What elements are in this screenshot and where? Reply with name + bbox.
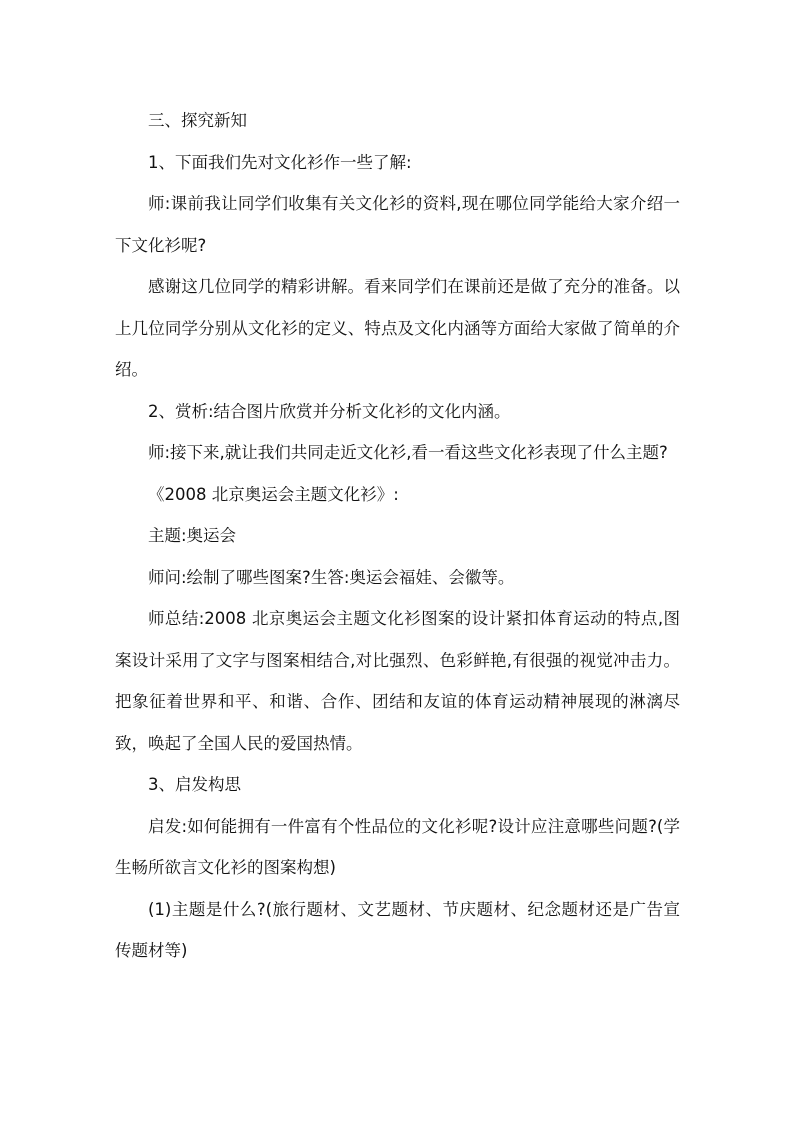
paragraph: 师:课前我让同学们收集有关文化衫的资料,现在哪位同学能给大家介绍一下文化衫呢? xyxy=(115,194,680,255)
paragraph: 《2008 北京奥运会主题文化衫》: xyxy=(148,484,399,504)
section-heading: 三、探究新知 xyxy=(148,111,247,130)
paragraph: 2、赏析:结合图片欣赏并分析文化衫的文化内涵。 xyxy=(148,401,511,421)
paragraph: 3、启发构思 xyxy=(148,775,241,794)
paragraph: 师:接下来,就让我们共同走近文化衫,看一看这些文化衫表现了什么主题? xyxy=(148,443,668,462)
paragraph: 启发:如何能拥有一件富有个性品位的文化衫呢?设计应注意哪些问题?(学生畅所欲言文化衫的图案构想) xyxy=(115,816,680,877)
paragraph: 师总结:2008 北京奥运会主题文化衫图案的设计紧扣体育运动的特点,图案设计采用了文字与图案相结合,对比强烈、色彩鲜艳,有很强的视觉冲击力。把象征着世界和平、和谐、合作、团结和友谊的体育运动精神展现的淋漓尽致，唤起了全国人民的爱国热情。 xyxy=(115,609,680,753)
paragraph: 感谢这几位同学的精彩讲解。看来同学们在课前还是做了充分的准备。以上几位同学分别从文化衫的定义、特点及文化内涵等方面给大家做了简单的介绍。 xyxy=(115,277,680,379)
paragraph: 1、下面我们先对文化衫作一些了解: xyxy=(148,152,412,172)
paragraph: 主题:奥运会 xyxy=(148,526,237,545)
paragraph: 师问:绘制了哪些图案?生答:奥运会福娃、会徽等。 xyxy=(148,567,515,587)
document-body xyxy=(115,100,680,972)
paragraph: (1)主题是什么?(旅行题材、文艺题材、节庆题材、纪念题材还是广告宣传题材等) xyxy=(115,899,680,960)
